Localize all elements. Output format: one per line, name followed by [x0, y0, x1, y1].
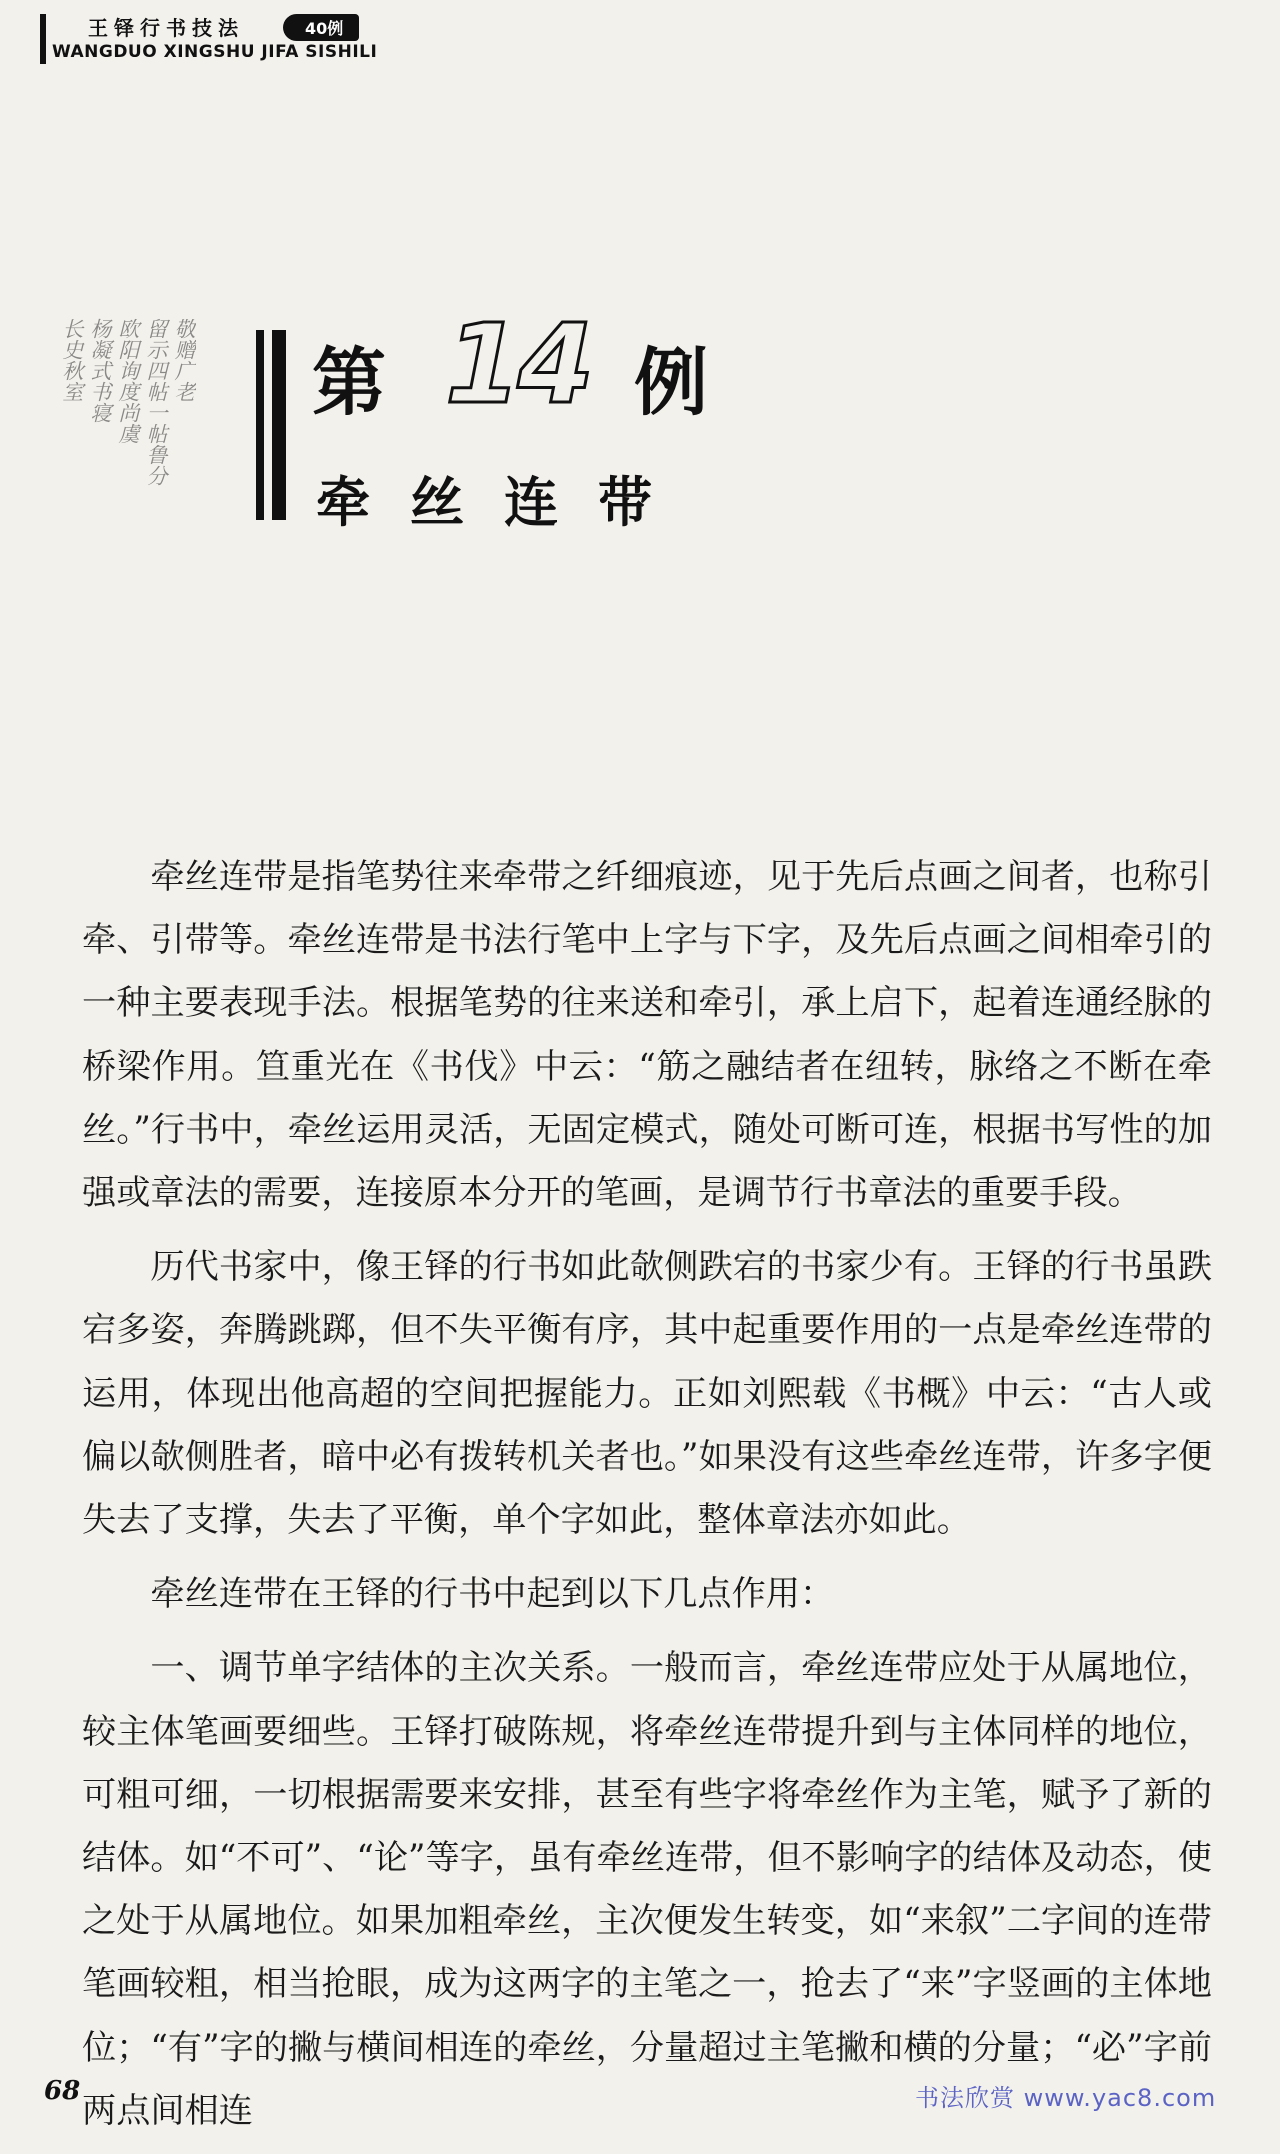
calligraphy-column: 敬赠广老 — [172, 318, 196, 402]
calligraphy-column: 杨凝式书寝 — [87, 318, 112, 423]
paragraph: 牵丝连带是指笔势往来牵带之纤细痕迹，见于先后点画之间者，也称引牵、引带等。牵丝连带是书法行笔中上字与下字，及先后点画之间相牵引的一种主要表现手法。根据笔势的往来送和牵引，承上启下，起着连通经脉的桥梁作用。笪重光在《书伐》中云：“筋之融结者在纽转，脉络之不断在牵丝。”行书中，牵丝运用灵活，无固定模式，随处可断可连，根据书写性的加强或章法的需要，连接原本分开的笔画，是调节行书章法的重要手段。 — [82, 857, 1212, 1214]
calligraphy-inscription — [40, 318, 195, 518]
site-watermark: 书法欣赏 www.yac8.com — [915, 2084, 1217, 2112]
calligraphy-column: 留示四帖一帖鲁分 — [143, 318, 168, 486]
header-bar — [40, 14, 46, 64]
chapter-subtitle: 牵丝连带 — [316, 470, 692, 534]
body-text — [82, 846, 1212, 2154]
paragraph: 历代书家中，像王铎的行书如此欹侧跌宕的书家少有。王铎的行书虽跌宕多姿，奔腾跳踯，但不失平衡有序，其中起重要作用的一点是牵丝连带的运用，体现出他高超的空间把握能力。正如刘熙载《书概》中云：“古人或偏以欹侧胜者，暗中必有拨转机关者也。”如果没有这些牵丝连带，许多字便失去了支撑，失去了平衡，单个字如此，整体章法亦如此。 — [82, 1247, 1212, 1541]
book-subtitle: WANGDUO XINGSHU JIFA SISHILI — [52, 42, 378, 62]
chapter-bar-thin — [256, 330, 264, 520]
book-tag: 40例 — [283, 14, 359, 41]
chapter-number: 14 — [445, 300, 591, 428]
chapter-prefix: 第 — [312, 340, 386, 426]
paragraph: 一、调节单字结体的主次关系。一般而言，牵丝连带应处于从属地位，较主体笔画要细些。王铎打破陈规，将牵丝连带提升到与主体同样的地位，可粗可细，一切根据需要来安排，甚至有些字将牵丝作为主笔，赋予了新的结体。如“不可”、“论”等字，虽有牵丝连带，但不影响字的结体及动态，使之处于从属地位。如果加粗牵丝，主次便发生转变，如“来叙”二字间的连带笔画较粗，相当抢眼，成为这两字的主笔之一，抢去了“来”字竖画的主体地位；“有”字的撇与横间相连的牵丝，分量超过主笔撇和横的分量；“必”字前两点间相连 — [82, 1648, 1212, 2131]
book-title: 王铎行书技法 — [88, 16, 244, 40]
chapter-suffix: 例 — [634, 340, 708, 426]
calligraphy-column: 欧阳询度尚虞 — [115, 318, 140, 444]
calligraphy-column: 长史秋室 — [59, 318, 84, 402]
page-number: 68 — [44, 2076, 81, 2106]
chapter-bar-thick — [272, 330, 286, 520]
paragraph: 牵丝连带在王铎的行书中起到以下几点作用： — [150, 1574, 835, 1615]
